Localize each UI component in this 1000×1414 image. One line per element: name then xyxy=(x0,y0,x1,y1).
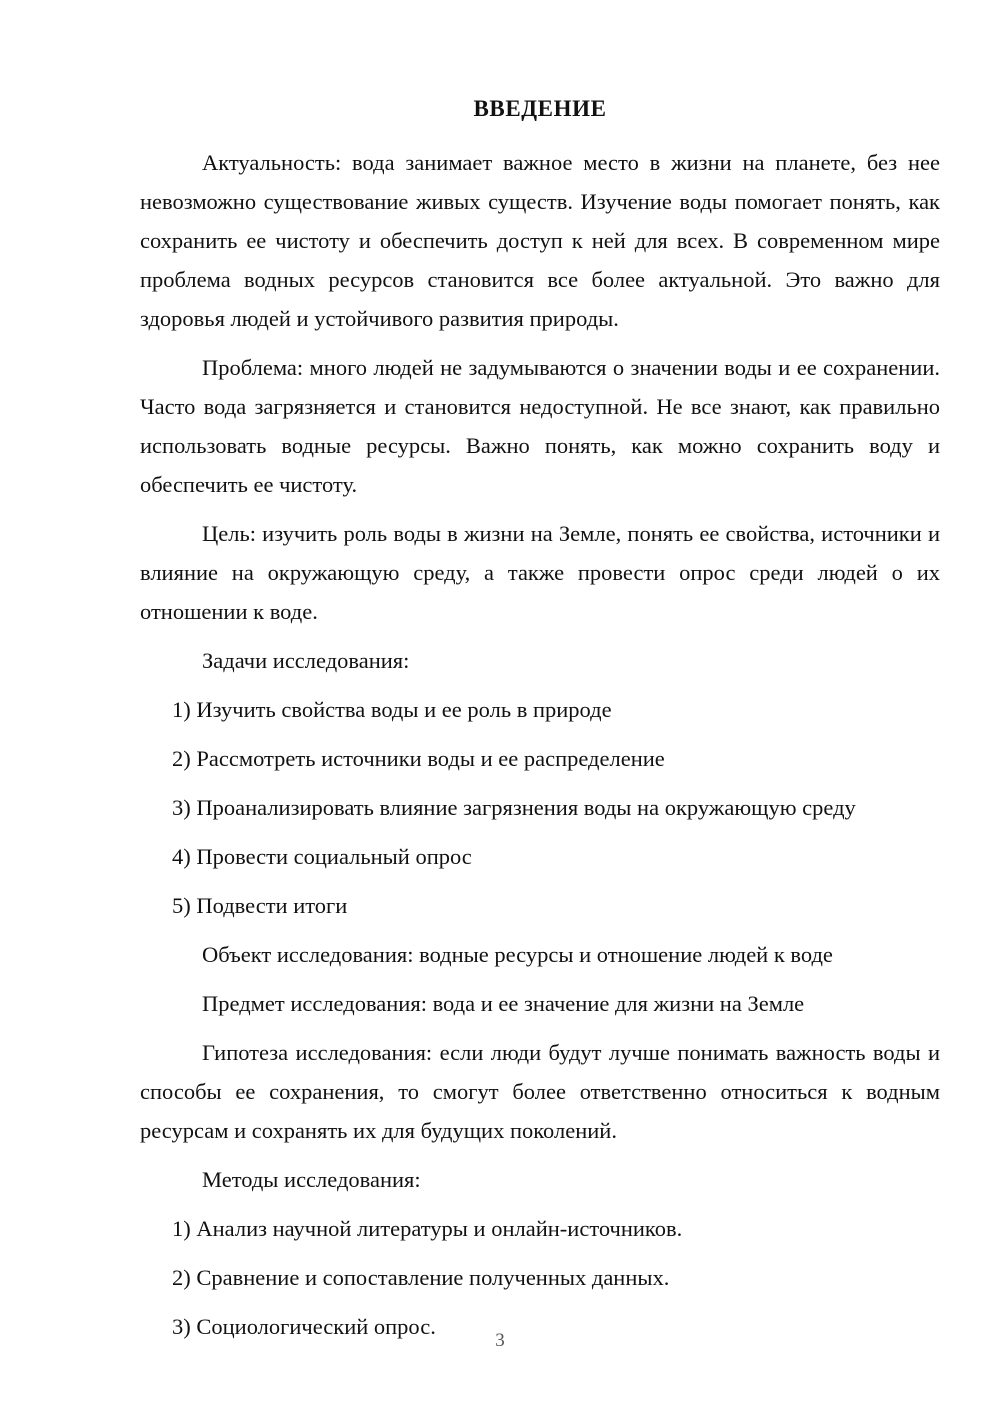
paragraph-hypothesis: Гипотеза исследования: если люди будут лучше понимать важность воды и способы ее сохранения, то смогут более ответственно относиться к водным ресурсам и сохранять их для будущих поколений. xyxy=(140,1040,940,1144)
list-item: 5) Подвести итоги xyxy=(172,893,348,919)
page-number: 3 xyxy=(495,1330,505,1351)
tasks-heading: Задачи исследования: xyxy=(202,648,410,674)
methods-heading: Методы исследования: xyxy=(202,1167,421,1193)
paragraph-problem: Проблема: много людей не задумываются о значении воды и ее сохранении. Часто вода загрязняется и становится недоступной. Не все знают, как правильно использовать водные ресурсы. Важно понять, как можно сохранить воду и обеспечить ее чистоту. xyxy=(140,355,940,498)
list-item: 3) Социологический опрос. xyxy=(172,1314,436,1340)
object-of-research: Объект исследования: водные ресурсы и отношение людей к воде xyxy=(202,942,833,968)
list-item: 2) Рассмотреть источники воды и ее распределение xyxy=(172,746,665,772)
subject-of-research: Предмет исследования: вода и ее значение для жизни на Земле xyxy=(202,991,805,1017)
list-item: 2) Сравнение и сопоставление полученных данных. xyxy=(172,1265,670,1291)
paragraph-relevance: Актуальность: вода занимает важное место в жизни на планете, без нее невозможно существование живых существ. Изучение воды помогает понять, как сохранить ее чистоту и обеспечить доступ к ней для всех. В современном мире проблема водных ресурсов становится все более актуальной. Это важно для здоровья людей и устойчивого развития природы. xyxy=(140,150,940,332)
paragraph-goal: Цель: изучить роль воды в жизни на Земле, понять ее свойства, источники и влияние на окружающую среду, а также провести опрос среди людей о их отношении к воде. xyxy=(140,521,940,625)
document-body xyxy=(140,0,940,1346)
list-item: 1) Анализ научной литературы и онлайн-источников. xyxy=(172,1216,683,1242)
list-item: 4) Провести социальный опрос xyxy=(172,844,472,870)
list-item: 3) Проанализировать влияние загрязнения воды на окружающую среду xyxy=(172,795,856,821)
list-item: 1) Изучить свойства воды и ее роль в природе xyxy=(172,697,612,723)
page-title: ВВЕДЕНИЕ xyxy=(473,96,607,121)
